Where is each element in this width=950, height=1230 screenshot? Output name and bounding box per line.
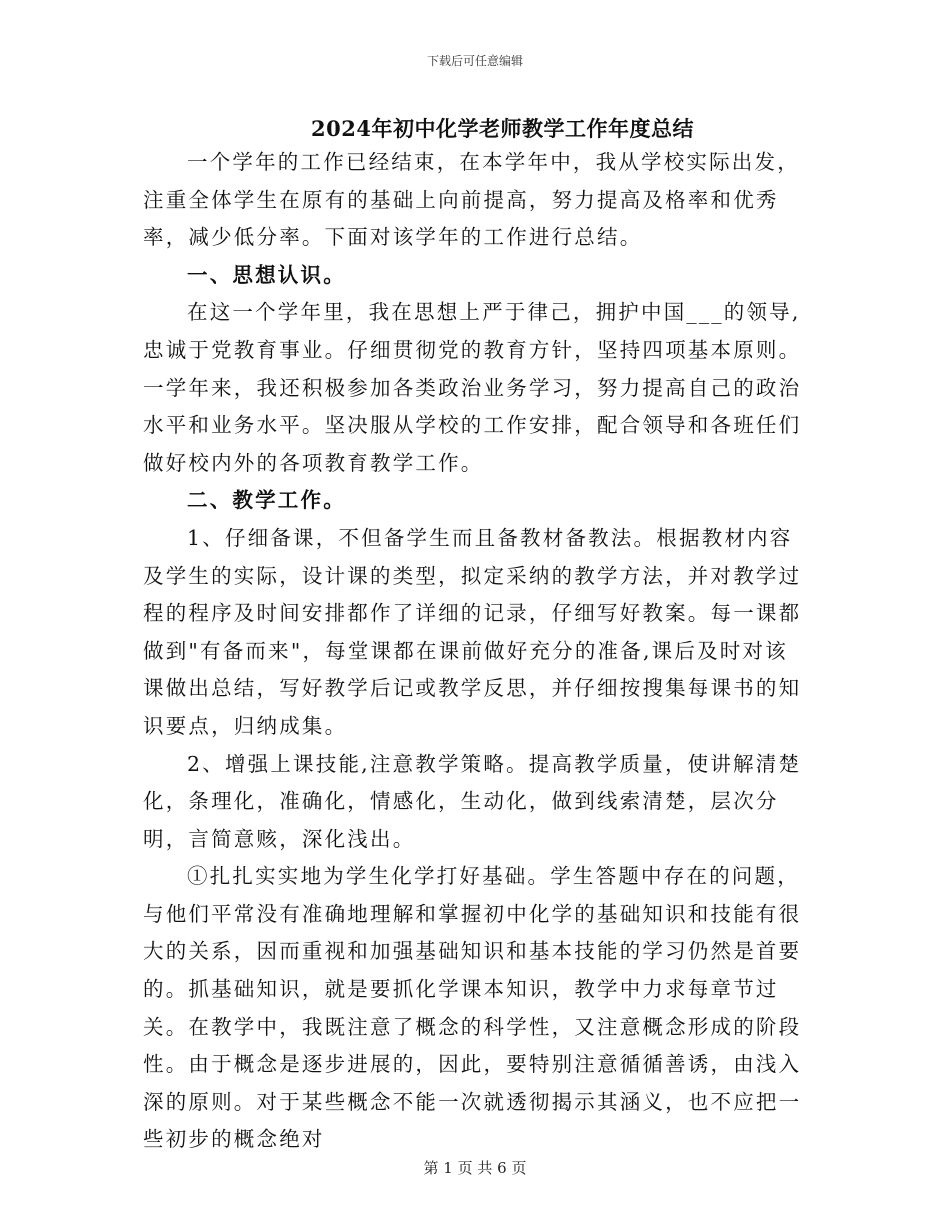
teaching-paragraph-3: ①扎扎实实地为学生化学打好基础。学生答题中存在的问题，与他们平常没有准确地理解和掌握初中化学的基础知识和技能有很大的关系，因而重视和加强基础知识和基本技能的学习仍然是首要的。抓基础知识，就是要抓化学课本知识，教学中力求每章节过关。在教学中，我既注意了概念的科学性，又注意概念形成的阶段性。由于概念是逐步进展的，因此，要特别注意循循善诱，由浅入深的原则。对于某些概念不能一次就透彻揭示其涵义，也不应把一些初步的概念绝对 <box>143 864 802 1152</box>
teaching-paragraph-2: 2、增强上课技能,注意教学策略。提高教学质量，使讲解清楚化，条理化，准确化，情感化，生动化，做到线索清楚，层次分明，言简意赅，深化浅出。 <box>143 751 802 851</box>
intro-paragraph: 一个学年的工作已经结束，在本学年中，我从学校实际出发，注重全体学生在原有的基础上向前提高，努力提高及格率和优秀率，减少低分率。下面对该学年的工作进行总结。 <box>143 150 800 250</box>
document-body <box>143 144 807 1159</box>
teaching-paragraph-1: 1、仔细备课，不但备学生而且备教材备教法。根据教材内容及学生的实际，设计课的类型，拟定采纳的教学方法，并对教学过程的程序及时间安排都作了详细的记录，仔细写好教案。每一课都做到"有备而来"，每堂课都在课前做好充分的准备,课后及时对该课做出总结，写好教学后记或教学反思，并仔细按搜集每课书的知识要点，归纳成集。 <box>143 525 802 738</box>
section-heading-teaching: 二、教学工作。 <box>187 488 346 513</box>
document-title: 2024年初中化学老师教学工作年度总结 <box>311 116 694 141</box>
section-heading-thought: 一、思想认识。 <box>187 262 346 287</box>
thought-paragraph: 在这一个学年里，我在思想上严于律己，拥护中国___的领导,忠诚于党教育事业。仔细贯彻党的教育方针，坚持四项基本原则。一学年来，我还积极参加各类政治业务学习，努力提高自己的政治水平和业务水平。坚决服从学校的工作安排，配合领导和各班任们做好校内外的各项教育教学工作。 <box>143 300 802 475</box>
page-footer: 第 1 页 共 6 页 <box>423 1159 527 1177</box>
header-note: 下载后可任意编辑 <box>426 54 523 68</box>
